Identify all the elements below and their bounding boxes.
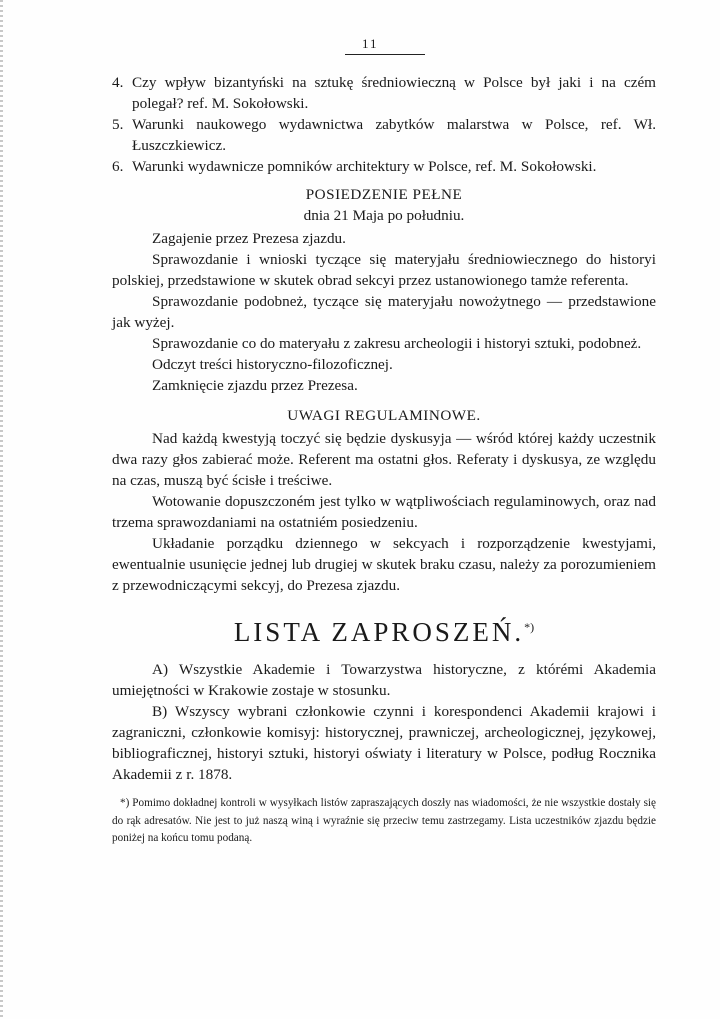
plenary-paragraph: Odczyt treści historyczno-filozoficznej. [152,356,393,373]
page-number: 11 [362,36,379,51]
agenda-list [112,72,656,177]
agenda-item-number: 4. [112,74,124,91]
plenary-paragraph: Sprawozdanie i wnioski tyczące się materyjału średniowiecznego do historyi polskiej, przedstawione w skutek obrad sekcyi przez ustanowionego tamże referenta. [112,251,656,289]
agenda-item-number: 5. [112,116,124,133]
rules-heading: UWAGI REGULAMINOWE. [287,407,481,424]
agenda-item-text: Warunki wydawnicze pomników architektury w Polsce, ref. M. Sokołowski. [132,158,597,175]
plenary-paragraph: Sprawozdanie podobneż, tyczące się materyjału nowożytnego — przedstawione jak wyżej. [112,293,656,331]
footnote-text: *) Pomimo dokładnej kontroli w wysyłkach listów zapraszających doszły nas wiadomości, że nie wszystkie dostały się do rąk adresatów. Nie jest to już naszą winą i wyraźnie się przeciw temu zastrzegamy. Lista uczestników zjazdu będzie poniżej na końcu tomu podaną. [112,797,656,844]
rules-paragraph: Wotowanie dopuszczoném jest tylko w wątpliwościach regulaminowych, oraz nad trzema sprawozdaniami na ostatniém posiedzeniu. [112,493,656,531]
rules-paragraph: Układanie porządku dziennego w sekcyach i rozporządzenie kwestyjami, ewentualnie usunięcie jednej lub drugiej w skutek braku czasu, należy za porozumieniem z przewodniczącymi sekcyj, do Prezesa zjazdu. [112,535,656,594]
page-edge-shadow [0,0,3,1019]
plenary-paragraph: Sprawozdanie co do materyału z zakresu archeologii i historyi sztuki, podobneż. [152,335,642,352]
agenda-item [112,72,656,114]
agenda-item [112,114,656,156]
footnote-mark: *) [524,620,535,634]
rules-paragraph: Nad każdą kwestyją toczyć się będzie dyskusyja — wśród której każdy uczestnik dwa razy głos zabierać może. Referent ma ostatni głos. Referaty i dyskusya, ze względu na czas, muszą być ścisłe i treściwe. [112,430,656,489]
agenda-item-number: 6. [112,158,124,175]
agenda-item-text: Warunki naukowego wydawnictwa zabytków malarstwa w Polsce, ref. Wł. Łuszczkiewicz. [132,116,656,154]
agenda-item [112,156,656,177]
plenary-heading: POSIEDZENIE PEŁNE [305,186,463,203]
agenda-item-text: Czy wpływ bizantyński na sztukę średniowieczną w Polsce był jaki i na czém polegał? ref. M. Sokołowski. [132,74,656,112]
invitations-title-text: LISTA ZAPROSZEŃ. [233,617,525,647]
footnote [112,795,656,848]
invitations-title [112,610,656,649]
invitations-paragraph: B) Wszyscy wybrani członkowie czynni i korespondenci Akademii krajowi i zagraniczni, członkowie komisyj: historycznej, prawniczej, archeologicznej, językowej, bibliograficznej, historyi sztuki, historyi oświaty i literatury w Polsce, podług Rocznika Akademii z r. 1878. [112,703,656,783]
header-rule [345,54,425,55]
plenary-paragraph: Zamknięcie zjazdu przez Prezesa. [152,377,358,394]
plenary-date: dnia 21 Maja po południu. [303,207,465,224]
page-content [112,72,656,848]
invitations-paragraph: A) Wszystkie Akademie i Towarzystwa historyczne, z którémi Akademia umiejętności w Krakowie zostaje w stosunku. [112,661,656,699]
plenary-paragraph: Zagajenie przez Prezesa zjazdu. [152,230,346,247]
